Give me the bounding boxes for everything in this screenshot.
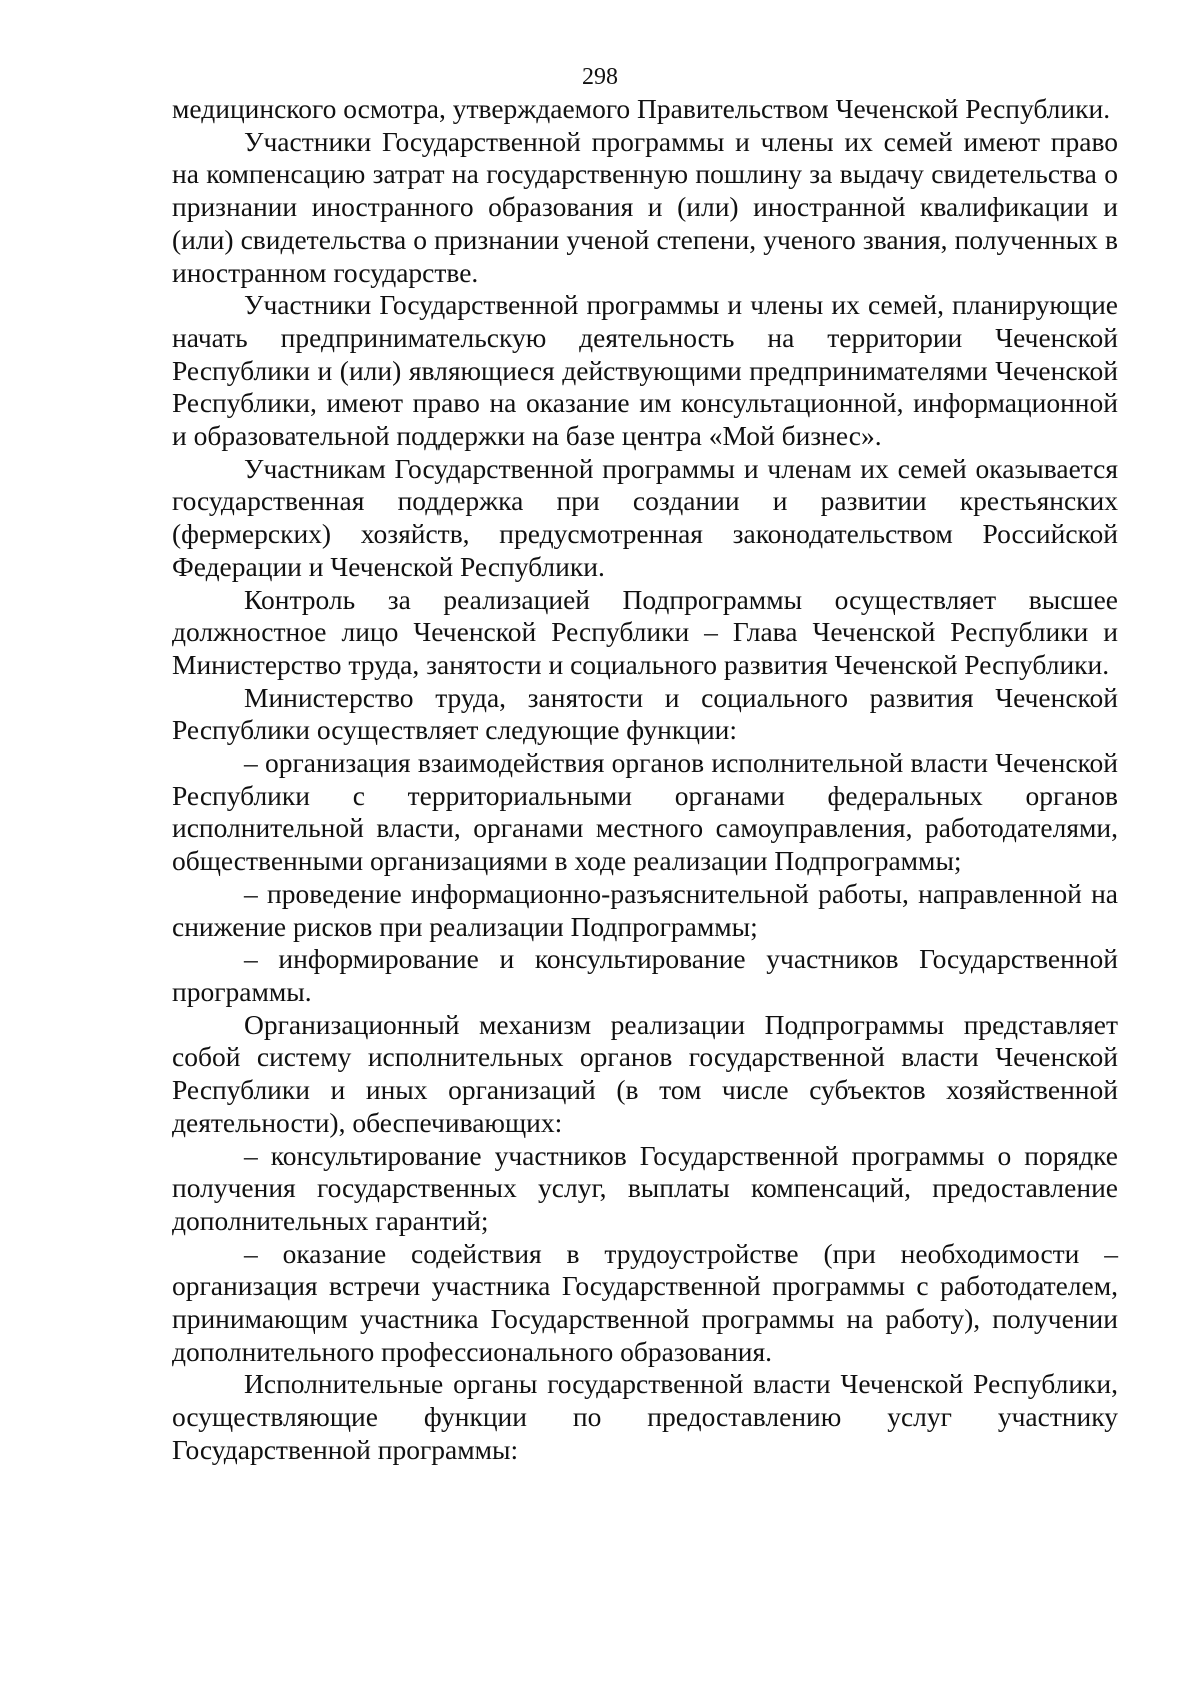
paragraph-organizational-mechanism: Организационный механизм реализации Подпрограммы представляет собой систему исполнительных органов государственной власти Чеченской Республики и иных организаций (в том числе субъектов хозяйственной деятельности), обеспечивающих:: [172, 1008, 1118, 1138]
list-item-employment-assistance: – оказание содействия в трудоустройстве (при необходимости – организация встречи участника Государственной программы с работодателем, принимающим участника Государственной программы на работу), получении дополнительного профессионального образования.: [172, 1237, 1118, 1367]
list-item-consulting-participants: – консультирование участников Государственной программы о порядке получения государственных услуг, выплаты компенсаций, предоставление дополнительных гарантий;: [172, 1139, 1118, 1236]
paragraph-ministry-functions: Министерство труда, занятости и социального развития Чеченской Республики осуществляет следующие функции:: [172, 681, 1118, 746]
paragraph-farm-support: Участникам Государственной программы и членам их семей оказывается государственная поддержка при создании и развитии крестьянских (фермерских) хозяйств, предусмотренная законодательством Российской Федерации и Чеченской Республики.: [172, 452, 1118, 582]
list-item-explanatory-work: – проведение информационно-разъяснительной работы, направленной на снижение рисков при реализации Подпрограммы;: [172, 877, 1118, 942]
paragraph-compensation-state-fee: Участники Государственной программы и члены их семей имеют право на компенсацию затрат на государственную пошлину за выдачу свидетельства о признании иностранного образования и (или) иностранной квалификации и (или) свидетельства о признании ученой степени, ученого звания, полученных в иностранном государстве.: [172, 125, 1118, 288]
paragraph-business-support: Участники Государственной программы и члены их семей, планирующие начать предпринимательскую деятельность на территории Чеченской Республики и (или) являющиеся действующими предпринимателями Чеченской Республики, имеют право на оказание им консультационной, информационной и образовательной поддержки на базе центра «Мой бизнес».: [172, 289, 1118, 452]
paragraph-control: Контроль за реализацией Подпрограммы осуществляет высшее должностное лицо Чеченской Республики – Глава Чеченской Республики и Министерство труда, занятости и социального развития Чеченской Республики.: [172, 583, 1118, 680]
list-item-informing-consulting: – информирование и консультирование участников Государственной программы.: [172, 943, 1118, 1007]
paragraph-executive-bodies: Исполнительные органы государственной власти Чеченской Республики, осуществляющие функции по предоставлению услуг участнику Государственной программы:: [172, 1368, 1118, 1465]
paragraph-continuation: медицинского осмотра, утверждаемого Правительством Чеченской Республики.: [172, 93, 1111, 124]
list-item-interaction-organization: – организация взаимодействия органов исполнительной власти Чеченской Республики с территориальными органами федеральных органов исполнительной власти, органами местного самоуправления, работодателями, общественными организациями в ходе реализации Подпрограммы;: [172, 747, 1118, 877]
page-number: 298: [582, 64, 618, 90]
document-body: [172, 93, 1118, 1467]
